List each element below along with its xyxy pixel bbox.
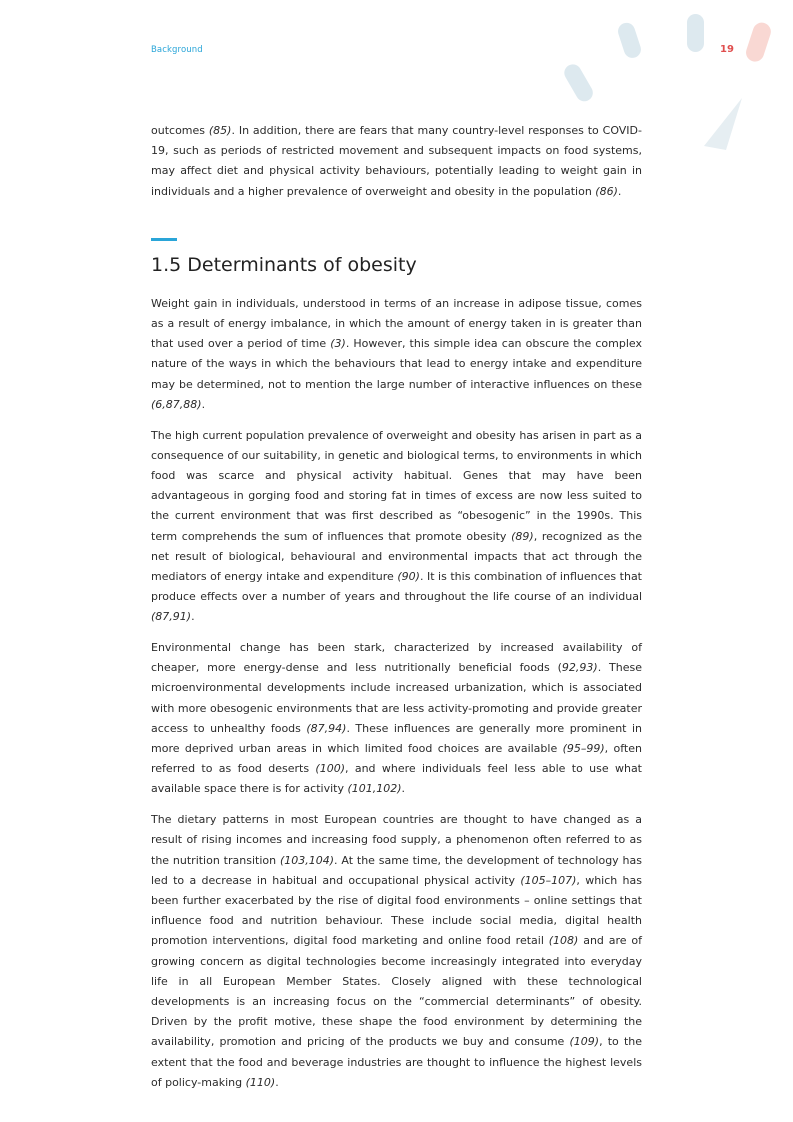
citation: (87,94) xyxy=(306,721,347,735)
citation: (110) xyxy=(245,1075,276,1089)
body-paragraph: Weight gain in individuals, understood in terms of an increase in adipose tissue, comes as a result of energy imbalance, in which the amount of energy taken in is greater than that used over a period of time (3). However, this simple idea can obscure the complex nature of the ways in which the behaviours that lead to energy intake and expenditure may be determined, not to mention the large number of interactive influences on these (6,87,88). xyxy=(151,296,642,411)
body-paragraph: Environmental change has been stark, characterized by increased availability of cheaper, more energy-dense and less nutritionally beneficial foods (92,93). These microenvironmental developments include increased urbanization, which is associated with more obesogenic environments that are less activity-promoting and provide greater access to unhealthy foods (87,94). These influences are generally more prominent in more deprived urban areas in which limited food choices are available (95–99), often referred to as food deserts (100), and where individuals feel less able to use what available space there is for activity (101,102). xyxy=(151,641,642,796)
pill-shape xyxy=(561,61,596,104)
citation: (109) xyxy=(569,1035,600,1049)
citation: (100) xyxy=(315,762,345,776)
citation: (101,102) xyxy=(347,782,402,796)
citation: (103,104) xyxy=(279,853,335,867)
citation: (3) xyxy=(330,337,346,351)
body-paragraph: The dietary patterns in most European countries are thought to have changed as a result of rising incomes and increasing food supply, a phenomenon often referred to as the nutrition transition (103,104). At the same time, the development of technology has led to a decrease in habitual and occupational physical activity (105–107), which has been further exacerbated by the rise of digital food environments – online settings that influence food and nutrition behaviour. These include social media, digital health promotion interventions, digital food marketing and online food retail (108) and are of growing concern as digital technologies become increasingly integrated into everyday life in all European Member States. Closely aligned with these technological developments is an increasing focus on the “commercial determinants” of obesity. Driven by the profit motive, these shape the food environment by determining the availability, promotion and pricing of the products we buy and consume (109), to the extent that the food and beverage industries are thought to influence the highest levels of policy-making (110). xyxy=(151,813,643,1089)
body-paragraph: The high current population prevalence of overweight and obesity has arisen in part as a consequence of our suitability, in genetic and biological terms, to environments in which food was scarce and physical activity habitual. Genes that may have been advantageous in gorging food and storing fat in times of excess are now less suited to the current environment that was first described as “obesogenic” in the 1990s. This term comprehends the sum of influences that promote obesity (89), recognized as the net result of biological, behavioural and environmental impacts that act through the mediators of energy intake and expenditure (90). It is this combination of influences that produce effects over a number of years and throughout the life course of an individual (87,91). xyxy=(151,428,642,624)
page-number: 19 xyxy=(720,44,734,55)
triangle-shape xyxy=(704,98,742,150)
intro-paragraph: outcomes (85). In addition, there are fears that many country-level responses to COVID-19, such as periods of restricted movement and subsequent impacts on food systems, may affect diet and physical activity behaviours, potentially leading to weight gain in individuals and a higher prevalence of overweight and obesity in the population (86). xyxy=(151,124,642,198)
citation: (6,87,88) xyxy=(151,397,202,411)
section-heading: 1.5 Determinants of obesity xyxy=(151,253,417,276)
citation: (95–99) xyxy=(562,742,605,756)
pill-shape xyxy=(616,21,643,60)
pill-shape xyxy=(744,20,773,64)
citation: (105–107) xyxy=(520,873,577,887)
section-accent-rule xyxy=(151,238,177,241)
citation: (86) xyxy=(595,184,618,198)
citation: (89) xyxy=(511,529,534,543)
citation: 92,93) xyxy=(561,661,598,675)
citation: (90) xyxy=(397,569,420,583)
page-content xyxy=(151,121,642,1104)
citation: (85) xyxy=(208,124,232,137)
running-head: Background xyxy=(151,45,203,55)
citation: (108) xyxy=(548,934,579,948)
pill-shape xyxy=(687,14,704,52)
citation: (87,91) xyxy=(151,610,192,624)
